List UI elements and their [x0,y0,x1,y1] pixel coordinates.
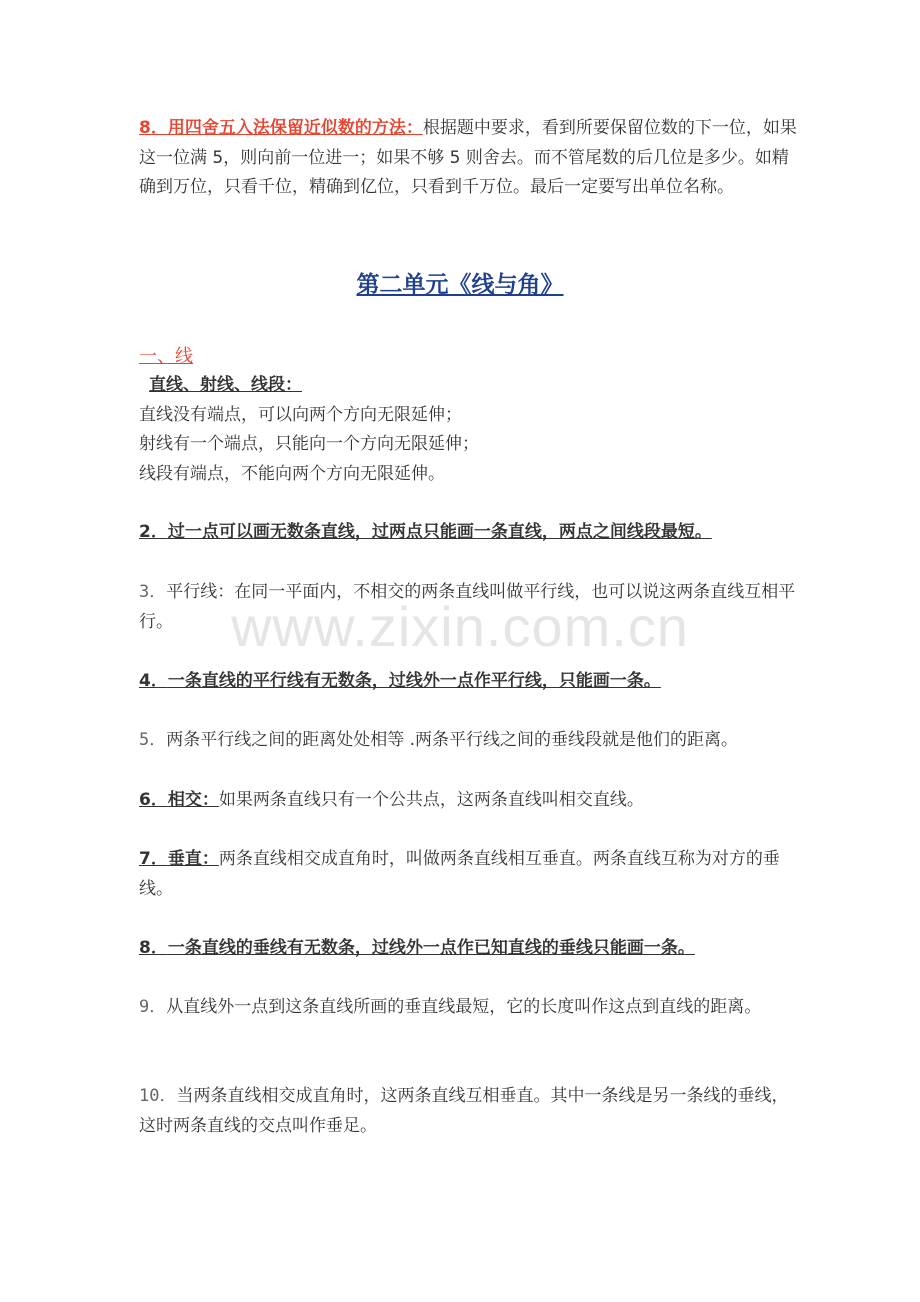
unit-title: 第二单元《线与角》 [356,272,564,298]
item-1-line-1: 直线没有端点，可以向两个方向无限延伸； [139,404,462,425]
item-2-paragraph [139,518,799,548]
item-10-number: 10． [139,1086,177,1106]
item-5-number: 5． [139,730,167,750]
item-5-paragraph [139,726,819,756]
item-3-paragraph [139,578,799,637]
rounding-method-paragraph [139,114,799,203]
item-2-text: 2．过一点可以画无数条直线，过两点只能画一条直线，两点之间线段最短。 [139,522,712,542]
rounding-method-text: 根据题中要求，看到所要保留位数的下一位，如果这一位满 5，则向前一位进一；如果不够 5 则舍去。而不管尾数的后几位是多少。如精确到万位，只看千位，精确到亿位，只看到千万位。最后一定要写出单位名称。 [139,118,797,197]
item-4-number: 4． [139,671,168,691]
section-title: 一、线 [139,346,193,367]
item-8-text: 8．一条直线的垂线有无数条，过线外一点作已知直线的垂线只能画一条。 [139,938,695,958]
rounding-method-label: 8．用四舍五入法保留近似数的方法： [139,118,423,138]
item-9-text: 从直线外一点到这条直线所画的垂直线最短，它的长度叫作这点到直线的距离。 [166,997,762,1017]
item-5-text: 两条平行线之间的距离处处相等 .两条平行线之间的垂线段就是他们的距离。 [166,730,739,750]
watermark: www.zixin.com.cn [231,595,689,658]
item-9-paragraph [139,993,799,1023]
item-3-number: 3． [139,582,167,602]
item-10-text: 当两条直线相交成直角时，这两条直线互相垂直。其中一条线是另一条线的垂线，这时两条直线的交点叫作垂足。 [139,1086,789,1136]
item-1-label: 直线、射线、线段： [149,375,302,395]
item-9-number: 9． [139,997,167,1017]
item-7-number: 7． [139,849,168,869]
item-6-label: 6．相交： [139,790,219,810]
item-7-label: 7．垂直： [139,849,219,869]
item-6-text: 如果两条直线只有一个公共点，这两条直线叫相交直线。 [218,790,644,810]
item-8-paragraph [139,934,799,964]
item-1-line-3: 线段有端点，不能向两个方向无限延伸。 [139,463,445,484]
item-4-paragraph [139,667,799,697]
item-1-line-2: 射线有一个端点，只能向一个方向无限延伸； [139,434,479,454]
item-8-number: 8． [139,938,168,958]
item-7-text: 两条直线相交成直角时，叫做两条直线相互垂直。两条直线互称为对方的垂线。 [139,849,780,899]
item-10-paragraph [139,1082,799,1141]
item-6-paragraph [139,786,799,816]
item-7-paragraph [139,845,799,904]
item-3-text: 平行线：在同一平面内，不相交的两条直线叫做平行线，也可以说这两条直线互相平行。 [139,582,796,632]
item-6-number: 6． [139,790,168,810]
item-4-text: 4．一条直线的平行线有无数条，过线外一点作平行线，只能画一条。 [139,671,661,691]
item-2-number: 2． [139,522,168,542]
item-1-paragraph [139,371,799,489]
